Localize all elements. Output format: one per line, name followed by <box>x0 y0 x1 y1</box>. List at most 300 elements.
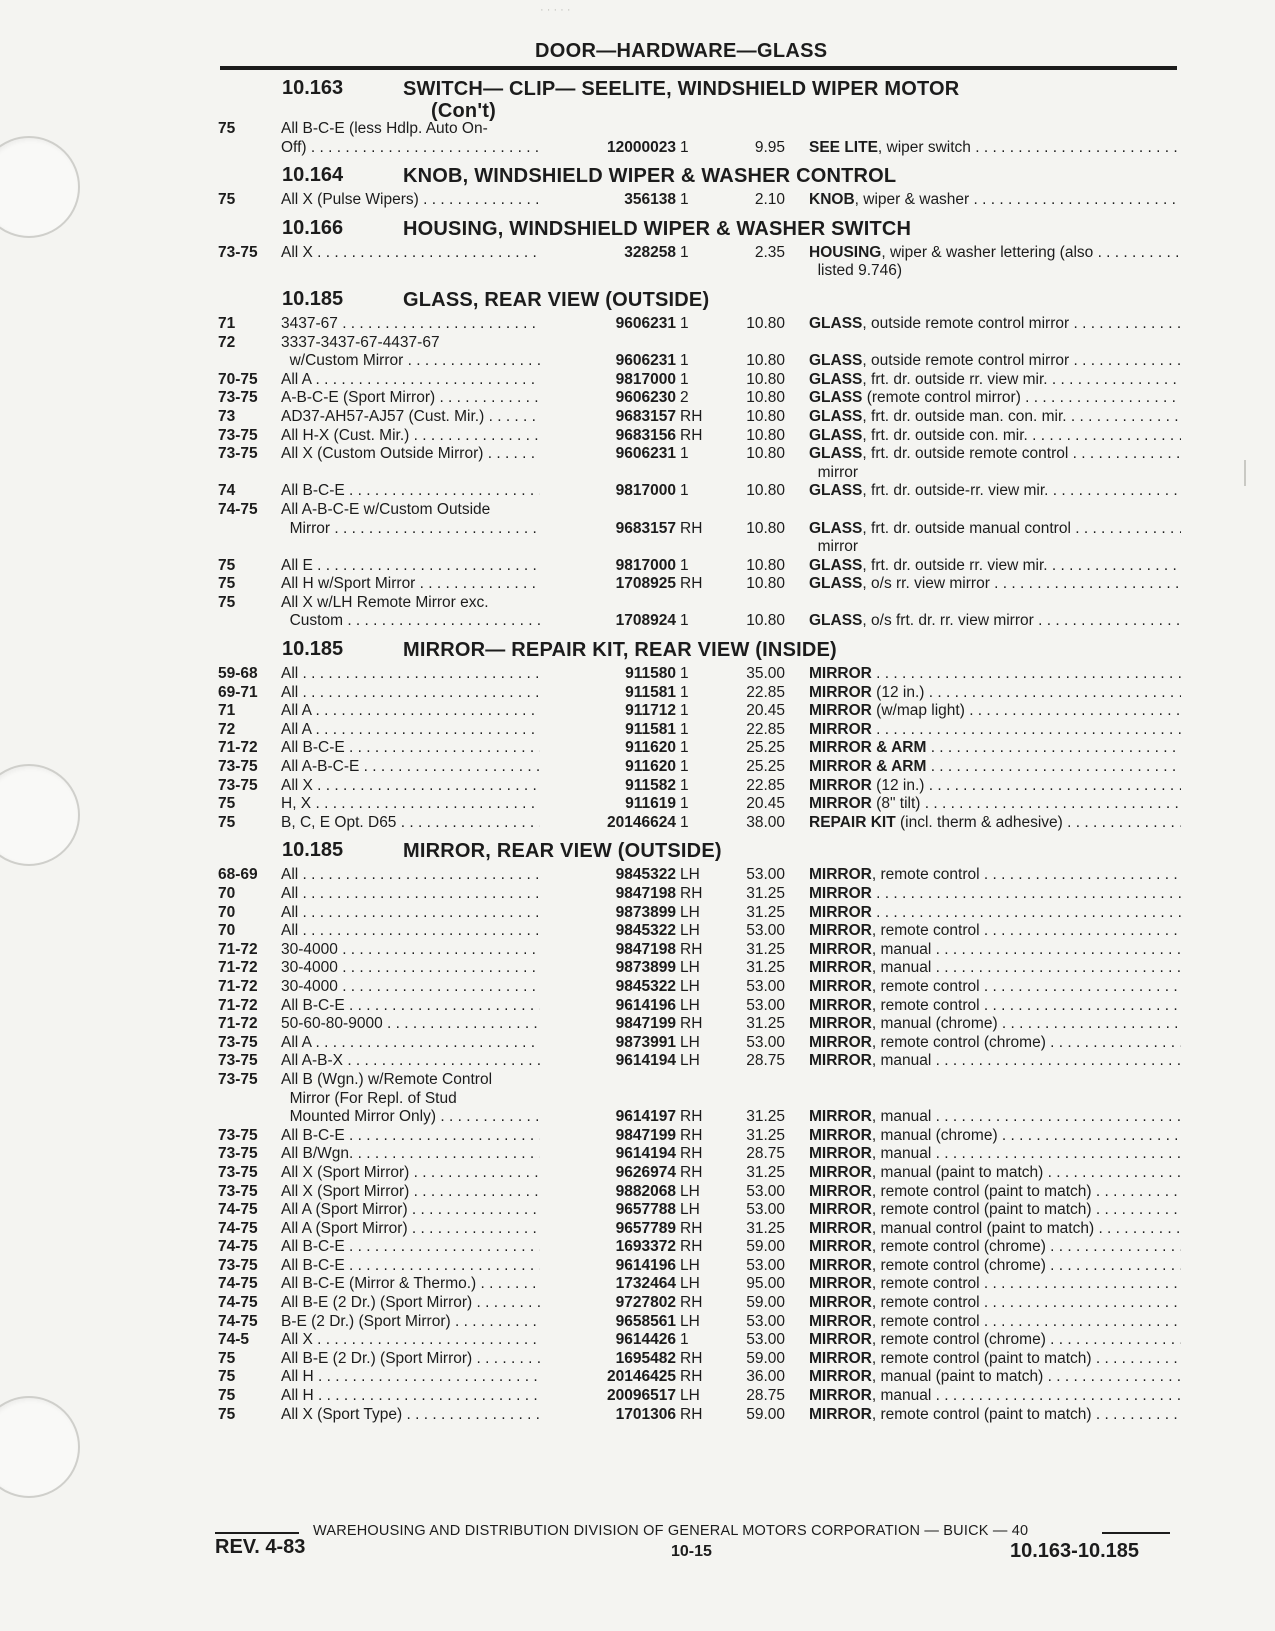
description-keyword: MIRROR <box>809 1368 872 1386</box>
description <box>809 997 1181 1016</box>
application: All A-B-X . . . <box>281 1052 545 1071</box>
description-keyword: MIRROR <box>809 720 872 738</box>
part-row <box>218 684 1188 703</box>
description-text: , manual <box>871 1108 932 1126</box>
description-keyword: MIRROR <box>809 885 872 902</box>
part-row <box>218 1313 1188 1332</box>
application: All X . . . <box>281 244 545 263</box>
model-year: 75 <box>218 593 236 611</box>
header-rule <box>220 66 1177 70</box>
application: All X (Sport Mirror) . . . <box>281 1164 545 1183</box>
model-year: 71 <box>218 314 236 332</box>
part-row <box>218 520 1188 539</box>
quantity: RH <box>680 885 703 902</box>
price: 53.00 <box>746 866 785 884</box>
part-row <box>218 1164 1188 1183</box>
part-number: 9847199 <box>540 1127 676 1146</box>
description-keyword: GLASS <box>809 426 863 444</box>
description-text: , outside remote control mirror <box>862 314 1070 332</box>
description <box>809 959 1181 978</box>
part-number: 1695482 <box>540 1350 676 1369</box>
part-row <box>218 1387 1188 1406</box>
quantity: RH <box>680 1108 703 1126</box>
price: 53.00 <box>746 1182 785 1200</box>
part-row <box>218 997 1188 1016</box>
price: 10.80 <box>746 314 785 332</box>
application: All B-E (2 Dr.) (Sport Mirror) . . . <box>281 1350 545 1369</box>
description-text: (incl. therm & adhesive) <box>895 813 1063 831</box>
quantity: LH <box>680 977 700 995</box>
quantity: LH <box>680 1312 700 1330</box>
part-number: 9847198 <box>540 941 676 960</box>
quantity: 1 <box>680 191 689 209</box>
page-title: DOOR—HARDWARE—GLASS <box>535 40 828 62</box>
part-row <box>218 139 1188 158</box>
application: Custom . . . <box>281 612 545 631</box>
quantity: RH <box>680 1145 703 1163</box>
quantity: 1 <box>680 556 689 574</box>
model-year: 71-72 <box>218 977 258 995</box>
application: All A . . . <box>281 371 545 390</box>
quantity: RH <box>680 1238 703 1256</box>
part-row <box>218 1145 1188 1164</box>
model-year: 75 <box>218 191 236 209</box>
application: All B-C-E . . . <box>281 482 545 501</box>
application: All . . . <box>281 904 545 923</box>
description-keyword: REPAIR KIT <box>809 813 896 831</box>
part-number: 1708925 <box>540 575 676 594</box>
description-keyword: MIRROR <box>809 1256 872 1274</box>
footer-division: WAREHOUSING AND DISTRIBUTION DIVISION OF GENERAL MOTORS CORPORATION — BUICK — 40 <box>313 1523 1029 1539</box>
description-keyword: GLASS <box>809 556 863 574</box>
description-text: , manual <box>871 1145 932 1163</box>
application: Mirror . . . <box>281 520 545 539</box>
description <box>809 371 1181 390</box>
part-number: 9606231 <box>540 445 676 464</box>
description-text: , frt. dr. outside-rr. view mir. <box>862 482 1049 500</box>
part-number: 9847198 <box>540 885 676 904</box>
quantity: LH <box>680 1052 700 1070</box>
model-year: 71-72 <box>218 996 258 1014</box>
description-text: , remote control (paint to match) <box>871 1182 1092 1200</box>
description-keyword: GLASS <box>809 389 863 407</box>
description <box>809 1350 1181 1369</box>
description-text: , remote control (paint to match) <box>871 1201 1092 1219</box>
description-text: , frt. dr. outside con. mir. <box>862 426 1028 444</box>
part-number: 911620 <box>540 758 676 777</box>
part-number: 911580 <box>540 665 676 684</box>
description <box>809 1034 1181 1053</box>
model-year: 74-75 <box>218 1238 258 1256</box>
quantity: 1 <box>680 665 689 683</box>
part-number: 9683157 <box>540 520 676 539</box>
price: 59.00 <box>746 1405 785 1423</box>
description-text: (12 in.) <box>871 683 925 701</box>
application: All H . . . <box>281 1387 545 1406</box>
part-row <box>218 501 1188 520</box>
part-number: 9817000 <box>540 482 676 501</box>
model-year: 69-71 <box>218 683 258 701</box>
section-title <box>403 218 911 240</box>
part-row <box>218 1183 1188 1202</box>
description-text: , manual (chrome) <box>871 1126 998 1144</box>
description-keyword: MIRROR & ARM <box>809 758 927 776</box>
description <box>809 1220 1181 1239</box>
description-keyword: MIRROR <box>809 1052 872 1070</box>
part-number: 9626974 <box>540 1164 676 1183</box>
description <box>809 1015 1181 1034</box>
section-title-text: SWITCH— CLIP— SEELITE, WINDSHIELD WIPER MOTOR <box>403 78 960 100</box>
part-row <box>218 1220 1188 1239</box>
model-year: 73-75 <box>218 445 258 463</box>
part-row <box>218 1368 1188 1387</box>
quantity: 1 <box>680 243 689 261</box>
price: 31.25 <box>746 1015 785 1033</box>
quantity: 1 <box>680 612 689 630</box>
application: All A . . . <box>281 721 545 740</box>
part-row <box>218 941 1188 960</box>
price: 10.80 <box>746 612 785 630</box>
quantity: RH <box>680 1219 703 1237</box>
part-row <box>218 866 1188 885</box>
model-year: 73-75 <box>218 1256 258 1274</box>
model-year: 73-75 <box>218 243 258 261</box>
parts-listing <box>218 74 1188 1428</box>
description <box>809 464 1181 483</box>
quantity: 1 <box>680 370 689 388</box>
description-text: , manual <box>871 940 932 958</box>
model-year: 71 <box>218 702 236 720</box>
application: All A (Sport Mirror) . . . <box>281 1220 545 1239</box>
description <box>809 1238 1181 1257</box>
price: 31.25 <box>746 885 785 902</box>
price: 10.80 <box>746 407 785 425</box>
price: 59.00 <box>746 1349 785 1367</box>
description-text: , remote control <box>871 996 980 1014</box>
application: All X . . . <box>281 1331 545 1350</box>
quantity: RH <box>680 1126 703 1144</box>
price: 10.80 <box>746 352 785 370</box>
description-text: (remote control mirror) <box>862 389 1021 407</box>
quantity: 1 <box>680 445 689 463</box>
part-number: 911581 <box>540 721 676 740</box>
price: 22.85 <box>746 776 785 794</box>
binder-hole-middle <box>0 764 80 866</box>
quantity: RH <box>680 1405 703 1423</box>
price: 22.85 <box>746 683 785 701</box>
part-number: 9614194 <box>540 1145 676 1164</box>
part-number: 1732464 <box>540 1275 676 1294</box>
part-number: 9606231 <box>540 315 676 334</box>
section-header <box>218 214 1188 244</box>
description <box>809 1294 1181 1313</box>
part-row <box>218 1238 1188 1257</box>
price: 53.00 <box>746 1312 785 1330</box>
description <box>809 1331 1181 1350</box>
part-row <box>218 191 1188 210</box>
model-year: 74-75 <box>218 1275 258 1293</box>
part-number: 9657788 <box>540 1201 676 1220</box>
description <box>809 922 1181 941</box>
section-number: 10.166 <box>282 216 344 239</box>
price: 38.00 <box>746 813 785 831</box>
description <box>809 244 1181 263</box>
price: 53.00 <box>746 1033 785 1051</box>
part-row <box>218 262 1188 281</box>
model-year: 73-75 <box>218 758 258 776</box>
description <box>809 520 1181 539</box>
description <box>809 1313 1181 1332</box>
description-text: , outside remote control mirror <box>862 352 1070 370</box>
application: All A . . . <box>281 1034 545 1053</box>
price: 10.80 <box>746 556 785 574</box>
quantity: RH <box>680 407 703 425</box>
description <box>809 445 1181 464</box>
price: 28.75 <box>746 1145 785 1163</box>
description-text: , manual (paint to match) <box>871 1368 1044 1386</box>
description <box>809 702 1181 721</box>
price: 9.95 <box>754 138 785 156</box>
part-row <box>218 1350 1188 1369</box>
description <box>809 758 1181 777</box>
application: All . . . <box>281 885 545 904</box>
price: 10.80 <box>746 370 785 388</box>
price: 31.25 <box>746 959 785 977</box>
part-number: 356138 <box>540 191 676 210</box>
part-number: 9882068 <box>540 1183 676 1202</box>
quantity: LH <box>680 903 700 921</box>
part-number: 12000023 <box>540 139 676 158</box>
description-text: , wiper & washer <box>854 191 970 209</box>
price: 59.00 <box>746 1294 785 1312</box>
part-row <box>218 594 1188 613</box>
price: 10.80 <box>746 389 785 407</box>
description-keyword: GLASS <box>809 370 863 388</box>
part-number: 9817000 <box>540 557 676 576</box>
price: 31.25 <box>746 1108 785 1126</box>
application: All H-X (Cust. Mir.) . . . <box>281 427 545 446</box>
description-keyword: MIRROR <box>809 683 872 701</box>
description-text: , remote control (chrome) <box>871 1256 1046 1274</box>
application: All H . . . <box>281 1368 545 1387</box>
section-header <box>218 74 1188 120</box>
application: All B-C-E . . . <box>281 1257 545 1276</box>
description-keyword: GLASS <box>809 314 863 332</box>
application: 30-4000 . . . <box>281 941 545 960</box>
part-number: 1708924 <box>540 612 676 631</box>
model-year: 74 <box>218 482 236 500</box>
part-number: 911712 <box>540 702 676 721</box>
quantity: RH <box>680 575 703 593</box>
model-year: 68-69 <box>218 866 258 884</box>
description-text: , remote control <box>871 1294 980 1312</box>
description <box>809 557 1181 576</box>
description-text: listed 9.746) <box>809 262 903 280</box>
model-year: 75 <box>218 556 236 574</box>
model-year: 75 <box>218 813 236 831</box>
quantity: RH <box>680 426 703 444</box>
revision-label: REV. 4-83 <box>215 1536 306 1558</box>
price: 10.80 <box>746 519 785 537</box>
application: All B-C-E (less Hdlp. Auto On- <box>281 120 488 137</box>
description <box>809 538 1181 557</box>
description-keyword: MIRROR <box>809 1201 872 1219</box>
description-text: , manual <box>871 1052 932 1070</box>
description-text: , frt. dr. outside rr. view mir. <box>862 556 1048 574</box>
application: Mirror (For Repl. of Stud <box>281 1089 457 1107</box>
description-text: , remote control (paint to match) <box>871 1349 1092 1367</box>
description-keyword: MIRROR <box>809 1033 872 1051</box>
part-row <box>218 612 1188 631</box>
description <box>809 352 1181 371</box>
price: 31.25 <box>746 940 785 958</box>
quantity: RH <box>680 1015 703 1033</box>
scan-edge-mark <box>1244 460 1246 486</box>
model-year: 74-75 <box>218 1201 258 1219</box>
part-row <box>218 334 1188 353</box>
quantity: LH <box>680 866 700 884</box>
part-number: 9614196 <box>540 997 676 1016</box>
price: 31.25 <box>746 903 785 921</box>
price: 10.80 <box>746 575 785 593</box>
description-keyword: MIRROR <box>809 1182 872 1200</box>
application: All A-B-C-E . . . <box>281 758 545 777</box>
part-row <box>218 795 1188 814</box>
model-year: 74-75 <box>218 1219 258 1237</box>
quantity: RH <box>680 1368 703 1386</box>
model-year: 73-75 <box>218 1052 258 1070</box>
description-keyword: MIRROR <box>809 702 872 720</box>
part-row <box>218 1052 1188 1071</box>
quantity: RH <box>680 519 703 537</box>
model-year: 71-72 <box>218 940 258 958</box>
part-number: 9873899 <box>540 904 676 923</box>
description-keyword: MIRROR <box>809 776 872 794</box>
quantity: LH <box>680 1275 700 1293</box>
part-row <box>218 1294 1188 1313</box>
price: 25.25 <box>746 739 785 757</box>
model-year: 71-72 <box>218 1015 258 1033</box>
part-row <box>218 557 1188 576</box>
application: w/Custom Mirror . . . <box>281 352 545 371</box>
description <box>809 315 1181 334</box>
description-keyword: MIRROR <box>809 959 872 977</box>
part-number: 9614426 <box>540 1331 676 1350</box>
part-number: 20146624 <box>540 814 676 833</box>
part-row <box>218 922 1188 941</box>
quantity: 1 <box>680 1331 689 1349</box>
section-header <box>218 285 1188 315</box>
price: 2.10 <box>754 191 785 209</box>
description <box>809 482 1181 501</box>
quantity: 1 <box>680 314 689 332</box>
description-text: , remote control (chrome) <box>871 1331 1046 1349</box>
part-row <box>218 758 1188 777</box>
application: All B-E (2 Dr.) (Sport Mirror) . . . <box>281 1294 545 1313</box>
application: All X (Pulse Wipers) . . . <box>281 191 545 210</box>
application: AD37-AH57-AJ57 (Cust. Mir.) . . . <box>281 408 545 427</box>
quantity: 1 <box>680 739 689 757</box>
part-row <box>218 445 1188 464</box>
part-number: 9847199 <box>540 1015 676 1034</box>
description <box>809 1406 1181 1425</box>
part-row <box>218 464 1188 483</box>
description-keyword: MIRROR <box>809 866 872 884</box>
part-row <box>218 352 1188 371</box>
page-number: 10-15 <box>671 1543 712 1560</box>
description-keyword: MIRROR <box>809 665 872 683</box>
price: 31.25 <box>746 1126 785 1144</box>
part-row <box>218 389 1188 408</box>
price: 53.00 <box>746 996 785 1014</box>
description-text: , remote control <box>871 977 980 995</box>
price: 28.75 <box>746 1387 785 1405</box>
description-keyword: MIRROR <box>809 1387 872 1405</box>
quantity: 1 <box>680 683 689 701</box>
description-keyword: GLASS <box>809 612 863 630</box>
part-number: 911581 <box>540 684 676 703</box>
description-text: , remote control <box>871 866 980 884</box>
description <box>809 1127 1181 1146</box>
part-row <box>218 1201 1188 1220</box>
application: A-B-C-E (Sport Mirror) . . . <box>281 389 545 408</box>
part-number: 1701306 <box>540 1406 676 1425</box>
quantity: LH <box>680 1201 700 1219</box>
description <box>809 408 1181 427</box>
part-number: 328258 <box>540 244 676 263</box>
description-keyword: MIRROR & ARM <box>809 739 927 757</box>
quantity: LH <box>680 922 700 940</box>
application: 30-4000 . . . <box>281 959 545 978</box>
model-year: 73-75 <box>218 776 258 794</box>
description-keyword: GLASS <box>809 519 863 537</box>
footer-rule-left <box>215 1532 299 1534</box>
description <box>809 1275 1181 1294</box>
part-number: 911619 <box>540 795 676 814</box>
description-keyword: SEE LITE <box>809 138 878 156</box>
description-keyword: GLASS <box>809 575 863 593</box>
footer-rule-right <box>1102 1532 1170 1534</box>
part-number: 9845322 <box>540 922 676 941</box>
part-number: 9683157 <box>540 408 676 427</box>
description-text: , remote control <box>871 1275 980 1293</box>
description <box>809 777 1181 796</box>
description-keyword: MIRROR <box>809 1163 872 1181</box>
quantity: 1 <box>680 795 689 813</box>
part-row <box>218 575 1188 594</box>
description-keyword: MIRROR <box>809 977 872 995</box>
quantity: 1 <box>680 702 689 720</box>
description-keyword: MIRROR <box>809 1405 872 1423</box>
application: 3337-3437-67-4437-67 <box>281 333 440 351</box>
description-keyword: MIRROR <box>809 795 872 813</box>
section-title-text: GLASS, REAR VIEW (OUTSIDE) <box>403 288 710 311</box>
description-text: , remote control (chrome) <box>871 1033 1046 1051</box>
model-year: 74-5 <box>218 1331 250 1349</box>
part-row <box>218 1257 1188 1276</box>
price: 59.00 <box>746 1238 785 1256</box>
section-title-text: MIRROR, REAR VIEW (OUTSIDE) <box>403 840 722 863</box>
description <box>809 739 1181 758</box>
part-number: 9606230 <box>540 389 676 408</box>
price: 53.00 <box>746 1256 785 1274</box>
quantity: LH <box>680 1033 700 1051</box>
description <box>809 191 1181 210</box>
model-year: 71-72 <box>218 739 258 757</box>
part-row <box>218 739 1188 758</box>
part-row <box>218 408 1188 427</box>
part-number: 9727802 <box>540 1294 676 1313</box>
